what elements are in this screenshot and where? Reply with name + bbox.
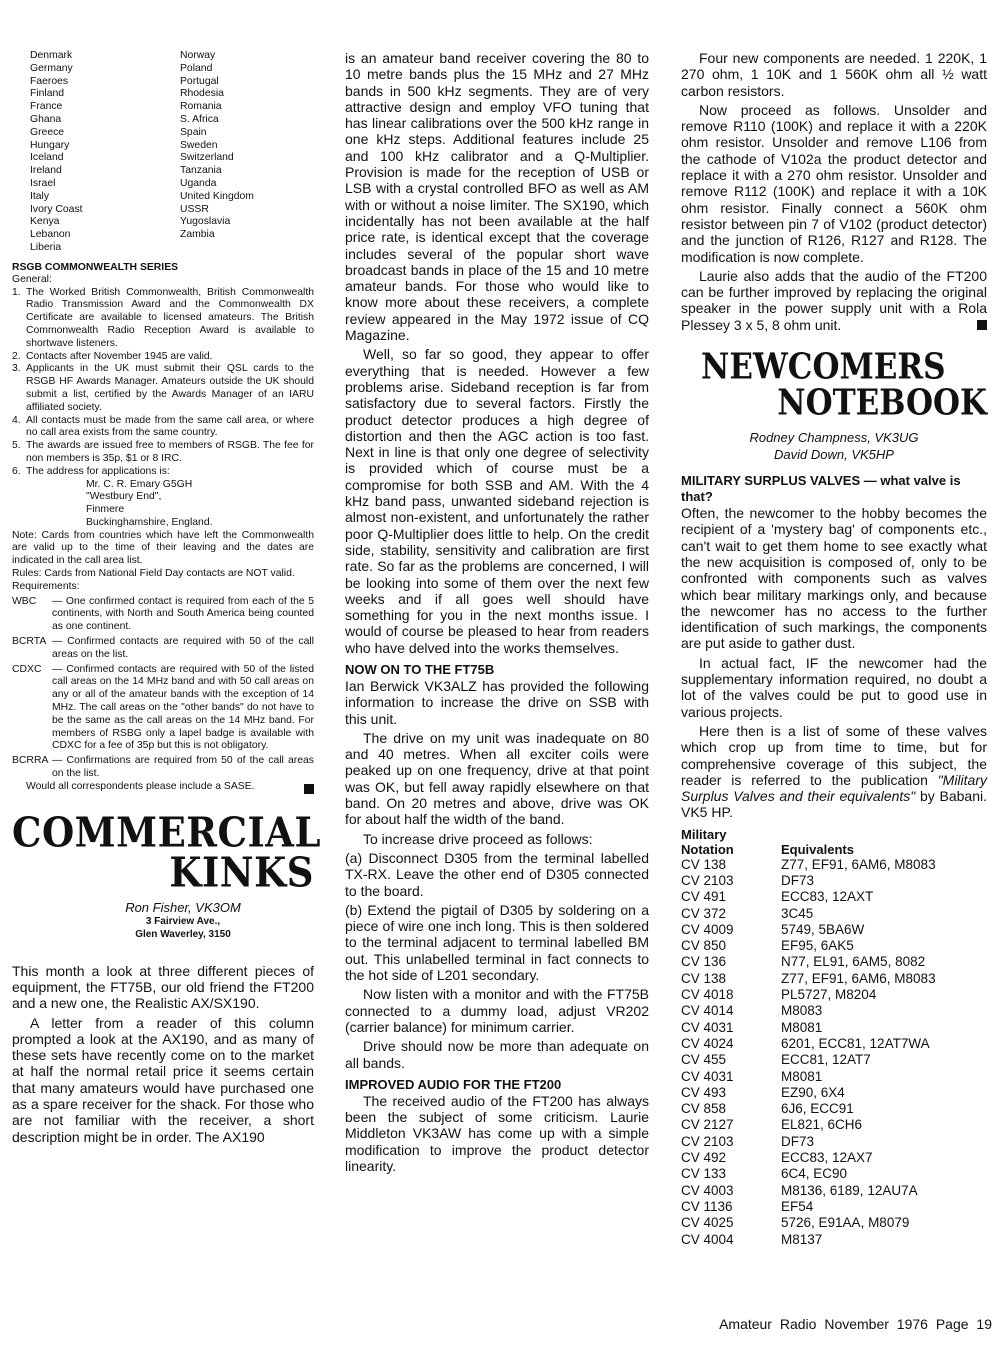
requirement-text: — Confirmations are required from 50 of the call areas on the list. [52, 755, 314, 780]
table-row [681, 1069, 987, 1085]
rsgb-requirements-list [12, 596, 314, 781]
requirement-text: — Confirmed contacts are required with 50 of the listed call areas on the 14 MHz band and with 50 call areas on any or all of the amateur bands with the exception of 14 MHz. The call areas on the "other bands" do not have to be the same as the call areas on the 14 MHz band. For members of RSBG only a lapel badge is available with CDXC for a fee of 35p but this is not obligatory. [52, 663, 314, 752]
publication-title: "Military Surplus Valves and their equivalents" [681, 771, 987, 805]
country-name: Faeroes [30, 75, 69, 87]
valves-table [681, 827, 987, 1248]
country-list-col-a [30, 50, 180, 255]
valve-equivalents: EL821, 6CH6 [781, 1117, 863, 1133]
valve-equivalents: ECC81, 12AT7 [781, 1052, 871, 1068]
valve-notation: CV 1136 [681, 1198, 733, 1214]
valve-notation: CV 2127 [681, 1117, 734, 1133]
valve-notation: CV 850 [681, 938, 727, 954]
country-name: Israel [30, 177, 56, 189]
rsgb-rule-number: 3. [12, 363, 21, 375]
table-row [681, 1101, 987, 1117]
country-name: Ivory Coast [30, 203, 83, 215]
newcomers-body [681, 473, 987, 821]
newcomers-paragraph-3 [681, 723, 987, 821]
valve-equivalents: DF73 [781, 1133, 815, 1149]
valve-notation: CV 4018 [681, 987, 734, 1003]
col2-paragraph-3: Ian Berwick VK3ALZ has provided the following information to increase the drive on SSB with this unit. [345, 677, 649, 727]
valves-table-header [681, 827, 987, 857]
newcomers-paragraph-3c: by Babani. VK5 HP. [681, 788, 987, 821]
rsgb-heading: RSGB COMMONWEALTH SERIES [12, 261, 179, 273]
commercial-author: Ron Fisher, VK3OM [125, 899, 241, 915]
country-name: Hungary [30, 139, 70, 151]
valve-equivalents: M8081 [781, 1019, 823, 1035]
requirement-label: BCRRA [12, 755, 49, 767]
rsgb-rule-text: The Worked British Commonwealth, British Commonwealth Radio Transmission Award and the Commonwealth DX Certificate are available to licensed amateurs. The British Commonwealth Radio Reception Award is available to shortwave listeners. [26, 286, 314, 349]
valve-equivalents: 6J6, ECC91 [781, 1101, 854, 1117]
col2-step-a: (a) Disconnect D305 from the terminal labelled TX-RX. Leave the other end of D305 connected to the board. [345, 849, 649, 899]
table-row [681, 889, 987, 905]
valves-table-body [681, 857, 987, 1248]
valve-equivalents: DF73 [781, 872, 815, 888]
rsgb-note: Note: Cards from countries which have left the Commonwealth are valid up to the time of their leaving and the dates are indicated in the call area list. [12, 529, 314, 567]
address-line: Buckinghamshire, England. [86, 516, 213, 528]
col2-paragraph-4: The drive on my unit was inadequate on 80 and 40 metres. When all exciter coils were peaked up on one frequency, drive at that point was OK, but fell away rapidly elsewhere on that band. On 20 metres and above, drive was OK for about half the width of the band. [345, 729, 649, 828]
requirement-text: — One confirmed contact is required from each of the 5 continents, with North and South America being counted as one continent. [52, 595, 314, 633]
valves-header-notation-label: Notation [681, 841, 734, 857]
address-line: "Westbury End", [86, 491, 162, 503]
country-name: Uganda [180, 177, 217, 189]
table-row [681, 1020, 987, 1036]
country-name: Kenya [30, 216, 60, 228]
country-name: Liberia [30, 241, 62, 253]
rsgb-rule-text: The awards are issued free to members of RSGB. The fee for non members is 35p, $1 or 8 IRC. [26, 440, 314, 464]
valve-notation: CV 136 [681, 954, 727, 970]
valve-equivalents: 5726, E91AA, M8079 [781, 1215, 910, 1231]
end-of-article-mark [977, 320, 987, 330]
valve-equivalents: M8083 [781, 1003, 823, 1019]
country-name: France [30, 101, 63, 113]
country-name: Portugal [180, 75, 219, 87]
table-row [681, 1215, 987, 1231]
newcomers-paragraph-2: In actual fact, IF the newcomer had the supplementary information required, no doubt a lot of the valves could be put to good use in various projects. [681, 654, 987, 720]
valve-notation: CV 138 [681, 970, 727, 986]
col2-paragraph-2: Well, so far so good, they appear to offer everything that is needed. However a few problems arise. Sideband reception is far from satisfactory due to several factors. Firstly the product detector produces a high degree of distortion and then the AGC action is too fast. Next in line is that only one degree of selectivity is provided which of course must be a compromise for both SSB and AM. With the 4 kHz band pass, unwanted sideband rejection is almost non-existent, and unfortunately the rather poor Q-Multiplier does little to help. On the credit side, stability, sensitivity and calibration are first rate. So far as the problems are concerned, I will be looking into some of them over the next few weeks and if all goes well should have something for you in the next months issue. I would of course be pleased to hear from readers who have delved into the works themselves. [345, 346, 649, 656]
valve-equivalents: 6201, ECC81, 12AT7WA [781, 1035, 930, 1051]
column-1 [12, 50, 322, 1148]
address-line: Finmere [86, 504, 125, 516]
table-row [681, 1150, 987, 1166]
rsgb-rule-text: The address for applications is: [26, 465, 170, 477]
country-name: Spain [180, 126, 207, 138]
rsgb-rules: Rules: Cards from National Field Day contacts are NOT valid. [12, 568, 295, 580]
table-row [681, 1117, 987, 1133]
newcomers-paragraph-1: Often, the newcomer to the hobby becomes the recipient of a 'mystery bag' of components etc., can't wait to get them home to see exactly what the new acquisition is composed of, only to be confronted with components such as valves which bear military markings only, and because the newcomer has no access to the further identification of such markings, the components are put aside to gather dust. [681, 505, 987, 652]
table-row [681, 1085, 987, 1101]
rsgb-rule-item [12, 440, 314, 466]
valve-equivalents: EZ90, 6X4 [781, 1084, 845, 1100]
requirement-item [12, 755, 314, 781]
valve-equivalents: 5749, 5BA6W [781, 921, 865, 937]
commercial-body [12, 963, 314, 1145]
table-row [681, 1166, 987, 1182]
table-row [681, 938, 987, 954]
requirement-text: — Confirmed contacts are required with 50 of the call areas on the list. [52, 636, 314, 660]
country-name: Poland [180, 62, 213, 74]
country-name: Ghana [30, 113, 62, 125]
valve-notation: CV 455 [681, 1052, 727, 1068]
requirement-label: WBC [12, 595, 37, 607]
valve-notation: CV 4003 [681, 1182, 734, 1198]
country-name: Switzerland [180, 152, 234, 164]
valve-notation: CV 133 [681, 1166, 727, 1182]
newcomers-title-line1: NEWCOMERS [701, 346, 946, 388]
col2-paragraph-5: To increase drive proceed as follows: [363, 830, 593, 847]
valve-notation: CV 858 [681, 1101, 727, 1117]
rsgb-rule-item [12, 415, 314, 441]
rsgb-rule-item [12, 466, 314, 479]
valve-equivalents: M8137 [781, 1231, 823, 1247]
column-3 [681, 50, 987, 1248]
requirement-item [12, 596, 314, 634]
country-name: Yugoslavia [180, 216, 231, 228]
table-row [681, 1052, 987, 1068]
table-row [681, 1003, 987, 1019]
section-heading-ft200: IMPROVED AUDIO FOR THE FT200 [345, 1076, 562, 1092]
valve-equivalents: Z77, EF91, 6AM6, M8083 [781, 856, 936, 872]
valve-equivalents: PL5727, M8204 [781, 987, 877, 1003]
table-row [681, 1199, 987, 1215]
valve-equivalents: EF95, 6AK5 [781, 938, 854, 954]
country-name: Zambia [180, 229, 215, 241]
newcomers-title-line2: NOTEBOOK [777, 382, 987, 424]
country-name: Ireland [30, 165, 62, 177]
commercial-address-2: Glen Waverley, 3150 [135, 928, 231, 940]
rsgb-rule-item [12, 363, 314, 414]
table-row [681, 987, 987, 1003]
rsgb-rule-number: 4. [12, 414, 21, 426]
col3-paragraph-2: Now proceed as follows. Unsolder and remove R110 (100K) and replace it with a 220K ohm resistor. Unsolder and remove L106 from the cathode of V102a the product detector and replace it with a 270 ohm resistor. Unsolder and remove R112 (100K) and replace it with a 10K ohm resistor. Finally connect a 560K ohm resistor between pin 7 of V102 (product detector) and the junction of R126, R127 and R128. The modification is now complete. [681, 101, 987, 265]
rsgb-rule-number: 6. [12, 465, 21, 477]
section-heading-military-valves: MILITARY SURPLUS VALVES — what valve is that? [681, 473, 961, 505]
requirement-label: BCRTA [12, 636, 47, 648]
rsgb-address [12, 479, 314, 530]
col3-paragraph-3 [681, 268, 987, 333]
rsgb-closing [12, 781, 314, 794]
country-name: Germany [30, 62, 73, 74]
valve-notation: CV 4031 [681, 1068, 734, 1084]
col2-paragraph-1: is an amateur band receiver covering the 80 to 10 metre bands plus the 15 MHz and 27 MHz bands in 500 kHz segments. They are of very attractive design and employ VFO tuning that has linear calibrations over the 500 kHz range in one kHz steps. Additional features include 25 and 100 kHz calibrator and a Q-Multiplier. Provision is made for the reception of USB or LSB with a crystal controlled BFO as well as AM with or without a noise limiter. The SX190, which incidentally has not been available at the half price rate, is identical except that the coverage includes several of the popular short wave broadcast bands in place of the 15 and 10 metre amateur bands. For those who would like to know more about these receivers, a complete review appeared in the May 1972 issue of CQ Magazine. [345, 50, 649, 344]
col3-body [681, 50, 987, 333]
valve-notation: CV 4009 [681, 921, 734, 937]
newcomers-author-2: David Down, VK5HP [774, 447, 894, 463]
valve-equivalents: ECC83, 12AX7 [781, 1150, 873, 1166]
country-name: Denmark [30, 50, 73, 61]
country-name: United Kingdom [180, 190, 254, 202]
table-row [681, 1232, 987, 1248]
valve-notation: CV 2103 [681, 872, 734, 888]
valve-equivalents: 6C4, EC90 [781, 1166, 848, 1182]
valve-notation: CV 4014 [681, 1003, 734, 1019]
rsgb-rule-number: 2. [12, 350, 21, 362]
page-footer: Amateur Radio November 1976 Page 19 [719, 1316, 992, 1332]
col2-step-b: (b) Extend the pigtail of D305 by soldering on a piece of wire one inch long. This is then soldered to the terminal adjacent to terminal labelled BM out. This unlabelled terminal in fact connects to the hot side of L201 secondary. [345, 901, 649, 984]
valve-notation: CV 372 [681, 905, 727, 921]
valve-equivalents: M8081 [781, 1068, 823, 1084]
rsgb-closing-text: Would all correspondents please include a SASE. [26, 780, 255, 792]
country-name: Tanzania [180, 165, 222, 177]
column-2 [345, 50, 649, 1177]
country-name: Italy [30, 190, 50, 202]
valve-notation: CV 492 [681, 1150, 727, 1166]
commercial-paragraph-1: This month a look at three different pieces of equipment, the FT75B, our old friend the FT200 and a new one, the Realistic AX/SX190. [12, 962, 314, 1012]
col3-paragraph-3-text: Laurie also adds that the audio of the FT200 can be further improved by replacing the original speaker in the power supply unit with a Rola Plessey 3 x 5, 8 ohm unit. [681, 267, 987, 333]
country-name: Greece [30, 126, 65, 138]
rsgb-rule-text: Contacts after November 1945 are valid. [26, 350, 213, 362]
rsgb-rule-text: Applicants in the UK must submit their QSL cards to the RSGB HF Awards Manager. Amateurs outside the UK should submit a list, certified by the Awards Manager of an IARU affiliated society. [26, 363, 314, 413]
country-name: Norway [180, 50, 216, 61]
rsgb-rules-list [12, 287, 314, 479]
address-line: Mr. C. R. Emary G5GH [86, 478, 193, 490]
col2-body [345, 50, 649, 1174]
valve-notation: CV 4004 [681, 1231, 734, 1247]
valve-notation: CV 4025 [681, 1215, 734, 1231]
country-name: S. Africa [180, 113, 219, 125]
valves-header-notation [681, 827, 781, 857]
table-row [681, 1183, 987, 1199]
valve-notation: CV 4031 [681, 1019, 734, 1035]
valve-equivalents: M8136, 6189, 12AU7A [781, 1182, 918, 1198]
section-heading-ft75b: NOW ON TO THE FT75B [345, 661, 495, 677]
col2-paragraph-8: Now listen with a monitor and with the FT75B connected to a dummy load, adjust VR202 (carrier balance) for minimum carrier. [345, 986, 649, 1035]
country-list-col-b [180, 50, 254, 255]
country-name: Romania [180, 101, 222, 113]
commercial-title-line2: KINKS [169, 847, 314, 896]
requirement-label: CDXC [12, 663, 42, 675]
rsgb-rule-number: 5. [12, 440, 21, 452]
valve-notation: CV 138 [681, 856, 727, 872]
valve-equivalents: N77, EL91, 6AM5, 8082 [781, 954, 926, 970]
country-name: Iceland [30, 152, 64, 164]
table-row [681, 873, 987, 889]
valves-header-equivalents: Equivalents [781, 841, 854, 857]
rsgb-rule-item [12, 351, 314, 364]
rsgb-rule-number: 1. [12, 286, 21, 298]
rsgb-rule-text: All contacts must be made from the same call area, or where no call area exists from the same country. [26, 414, 314, 439]
rsgb-rule-item [12, 287, 314, 351]
country-name: USSR [180, 203, 209, 215]
valves-header-military: Military [681, 826, 727, 842]
country-name: Rhodesia [180, 88, 224, 100]
requirement-item [12, 636, 314, 662]
valve-notation: CV 4024 [681, 1035, 734, 1051]
table-row [681, 1134, 987, 1150]
valve-notation: CV 491 [681, 889, 727, 905]
table-row [681, 906, 987, 922]
valve-equivalents: Z77, EF91, 6AM6, M8083 [781, 970, 936, 986]
newcomers-author-1: Rodney Champness, VK3UG [749, 430, 919, 446]
valve-notation: CV 493 [681, 1084, 727, 1100]
rsgb-general: General: [12, 273, 52, 285]
table-row [681, 1036, 987, 1052]
col3-paragraph-1: Four new components are needed. 1 220K, 1 270 ohm, 1 10K and 1 560K ohm all ½ watt carbon resistors. [681, 50, 987, 99]
table-row [681, 954, 987, 970]
col2-paragraph-9: Drive should now be more than adequate on all bands. [345, 1038, 649, 1071]
valve-equivalents: EF54 [781, 1198, 814, 1214]
commercial-paragraph-2: A letter from a reader of this column prompted a look at the AX190, and as many of these sets have recently come on to the market at half the normal retail price it seems certain that many amateurs would have purchased one as a spare receiver for the shack. For those who are not familiar with the receiver, a short description might be in order. The AX190 [12, 1014, 314, 1145]
newcomers-paragraph-3a: Here then is a list of some of these valves which crop up from time to time, but for comprehensive coverage of this subject, the reader is referred to the publication [681, 722, 987, 788]
country-list [12, 50, 314, 255]
valve-equivalents: 3C45 [781, 905, 814, 921]
country-name: Finland [30, 88, 65, 100]
table-row [681, 857, 987, 873]
country-name: Sweden [180, 139, 218, 151]
valve-notation: CV 2103 [681, 1133, 734, 1149]
table-row [681, 922, 987, 938]
end-of-article-mark [304, 784, 314, 794]
table-row [681, 971, 987, 987]
rsgb-requirements-label: Requirements: [12, 580, 80, 592]
commercial-address-1: 3 Fairview Ave., [145, 915, 221, 927]
valve-equivalents: ECC83, 12AXT [781, 889, 874, 905]
commercial-title-line1: COMMERCIAL [12, 807, 322, 856]
col2-paragraph-10: The received audio of the FT200 has always been the subject of some criticism. Laurie Middleton VK3AW has come up with a simple modification to improve the product detector linearity. [345, 1092, 649, 1174]
country-name: Lebanon [30, 229, 71, 241]
requirement-item [12, 664, 314, 754]
